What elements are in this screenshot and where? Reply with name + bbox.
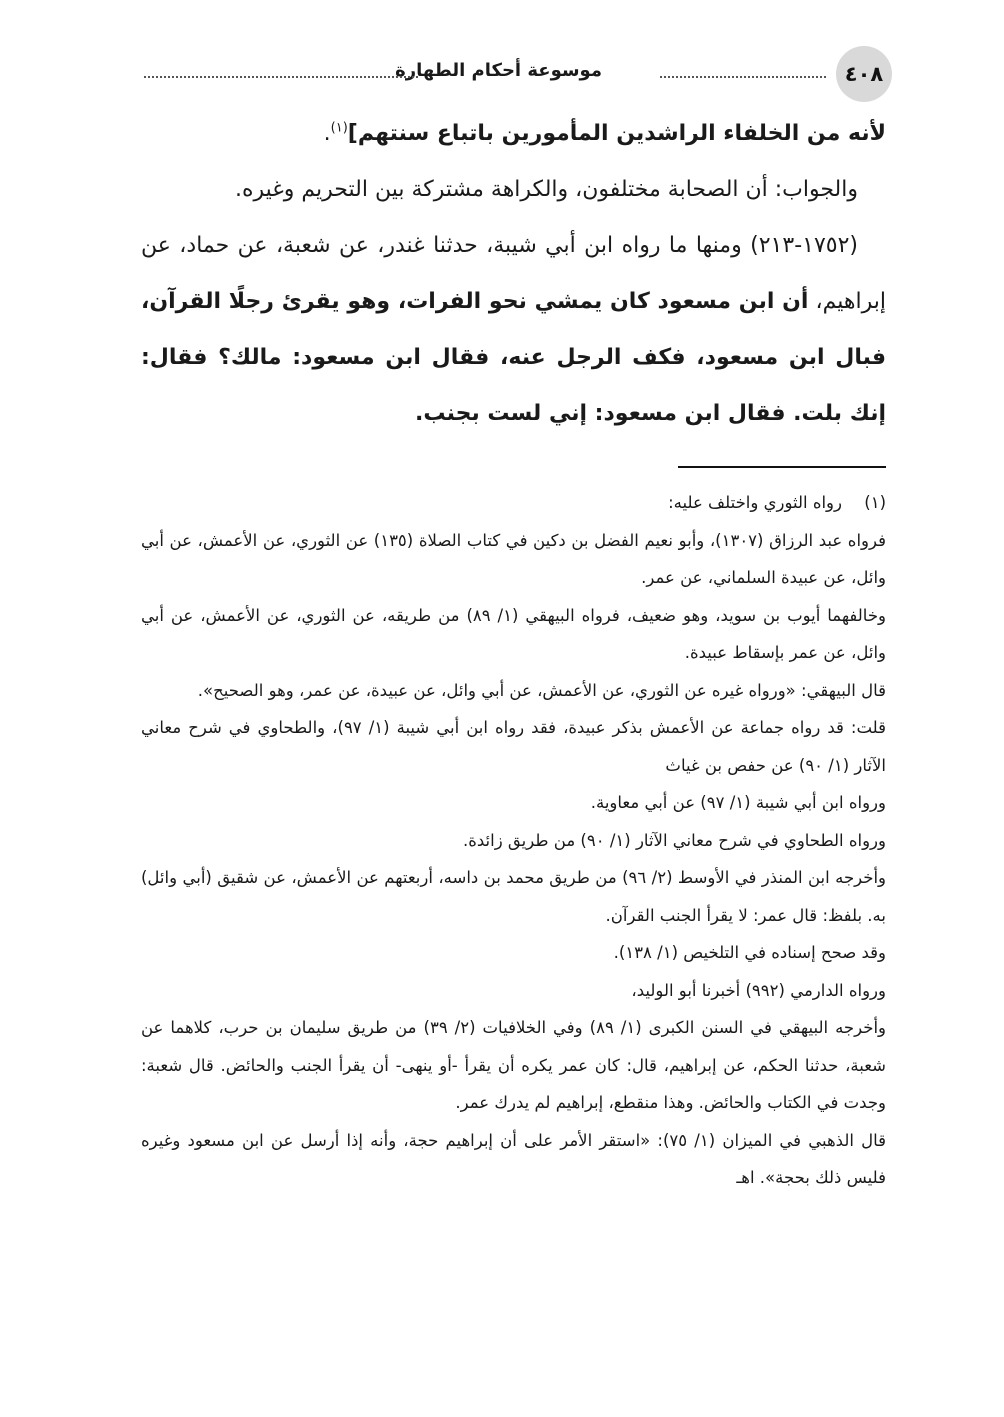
footnote-line: فرواه عبد الرزاق (١٣٠٧)، وأبو نعيم الفضل بن دكين في كتاب الصلاة (١٣٥) عن الثوري، عن الأعمش، عن أبي وائل، عن عبيدة السلماني، عن عمر. [141, 530, 886, 587]
footnote-line: وخالفهما أيوب بن سويد، وهو ضعيف، فرواه البيهقي (١/ ٨٩) من طريقه، عن الثوري، عن الأعمش، عن أبي وائل، عن عمر بإسقاط عبيدة. [141, 605, 886, 662]
paragraph-3 [141, 218, 886, 442]
footnote-reference[interactable]: (١) [330, 120, 348, 136]
header-dotted-rule-right [660, 76, 826, 78]
paragraph-1 [141, 106, 886, 162]
paragraph-3-matn: أن ابن مسعود كان يمشي نحو الفرات، وهو يقرئ رجلًا القرآن، فبال ابن مسعود، فكف الرجل عنه، فقال ابن مسعود: مالك؟ فقال: إنك بلت. فقال ابن مسعود: إني لست بجنب. [141, 289, 886, 426]
footnote-marker: (١) [864, 493, 886, 512]
running-title: موسوعة أحكام الطهارة [395, 60, 602, 81]
paragraph-1-bold: لأنه من الخلفاء الراشدين المأمورين باتباع سنتهم] [347, 121, 886, 146]
footnote-line: ورواه الطحاوي في شرح معاني الآثار (١/ ٩٠) من طريق زائدة. [462, 830, 886, 850]
footnote-line: ورواه ابن أبي شيبة (١/ ٩٧) عن أبي معاوية. [590, 793, 886, 812]
footnote-line: قال البيهقي: «ورواه غيره عن الثوري، عن الأعمش، عن أبي وائل، عن عبيدة، عن عمر، وهو الصحيح». [197, 680, 886, 700]
paragraph-2: والجواب: أن الصحابة مختلفون، والكراهة مشتركة بين التحريم وغيره. [234, 177, 858, 202]
footnote-separator [678, 466, 886, 468]
footnote-line: وأخرجه ابن المنذر في الأوسط (٢/ ٩٦) من طريق محمد بن داسه، أربعتهم عن الأعمش، عن شقيق (أبي وائل) به. بلفظ: قال عمر: لا يقرأ الجنب القرآن. [141, 868, 886, 925]
footnote-line: وقد صحح إسناده في التلخيص (١/ ١٣٨). [613, 943, 886, 962]
page-header [140, 46, 892, 102]
footnotes [141, 484, 886, 1197]
paragraph-1-end: . [323, 121, 331, 146]
footnote-line: قلت: قد رواه جماعة عن الأعمش بذكر عبيدة، فقد رواه ابن أبي شيبة (١/ ٩٧)، والطحاوي في شرح معاني الآثار (١/ ٩٠) عن حفص بن غياث [141, 718, 886, 775]
paragraph-3-isnad: (١٧٥٢-٢١٣) ومنها ما رواه ابن أبي شيبة، حدثنا غندر، عن شعبة، عن حماد، عن إبراهيم، [141, 233, 886, 314]
footnote-line: (١)رواه الثوري واختلف عليه: [141, 484, 886, 522]
footnote-line: قال الذهبي في الميزان (١/ ٧٥): «استقر الأمر على أن إبراهيم حجة، وأنه إذا أرسل عن ابن مسعود وغيره فليس ذلك بحجة». اهـ [141, 1130, 886, 1187]
header-dotted-rule-left [144, 76, 418, 78]
footnote-line: ورواه الدارمي (٩٩٢) أخبرنا أبو الوليد، [631, 980, 886, 1000]
footnote-line: وأخرجه البيهقي في السنن الكبرى (١/ ٨٩) وفي الخلافيات (٢/ ٣٩) من طريق سليمان بن حرب، كلاهما عن شعبة، حدثنا الحكم، عن إبراهيم، قال: كان عمر يكره أن يقرأ -أو ينهى- أن يقرأ الجنب والحائض. قال شعبة: وجدت في الكتاب والحائض. وهذا منقطع، إبراهيم لم يدرك عمر. [141, 1018, 886, 1112]
main-text [141, 106, 886, 442]
page-number-badge: ٤٠٨ [836, 46, 892, 102]
